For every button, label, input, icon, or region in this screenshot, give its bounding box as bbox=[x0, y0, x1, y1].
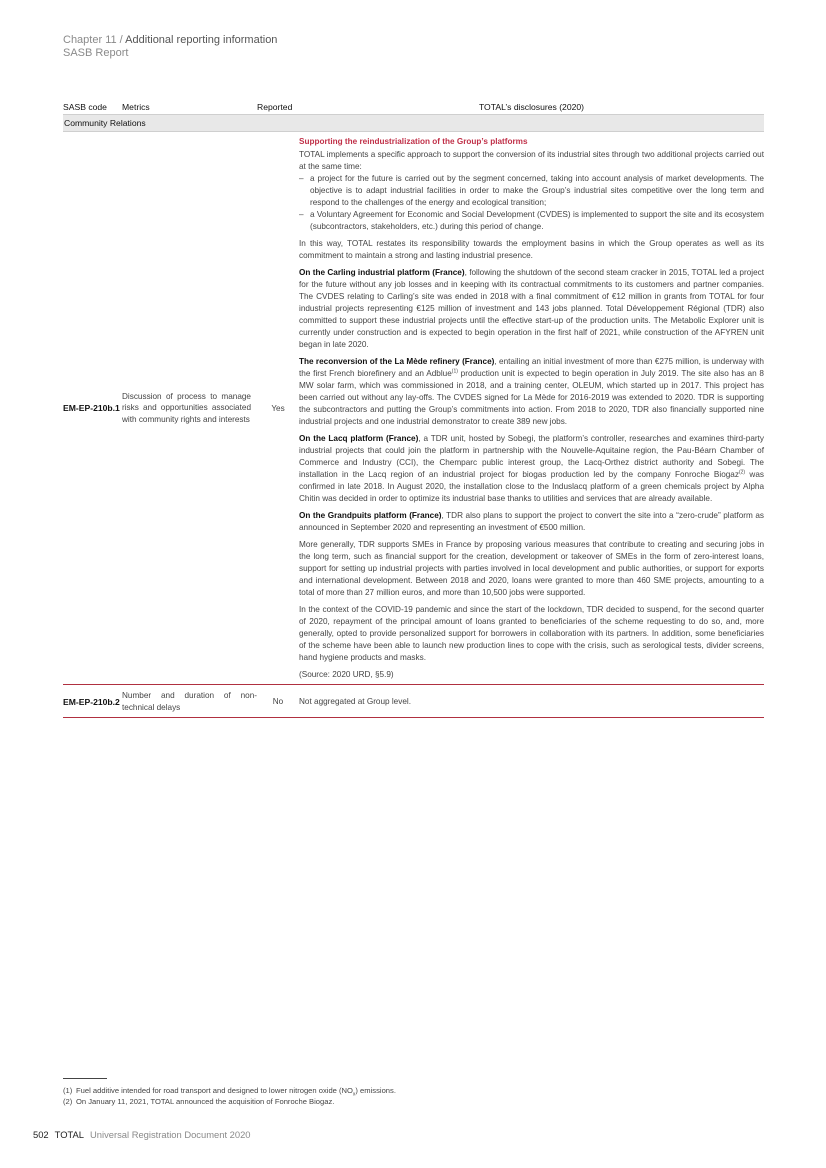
disclosure-title: Supporting the reindustrialization of the Group’s platforms bbox=[299, 137, 528, 146]
page-header bbox=[63, 34, 277, 60]
footnote-ref: (2) bbox=[738, 469, 746, 476]
lacq-text: , a TDR unit, hosted by Sobegi, the platform’s controller, researches and examines third-party industrial projects that could join the platform in partnership with the Nouvelle-Aquitaine region, the Pau-Béarn Chamber of Commerce and Industry (CCI), the Chemparc public interest group, the Lacq-Orthez district authority and Sobegi. The installation in the Lacq region of an industrial project for biogas production led by the company Fonroche Biogaz bbox=[299, 434, 764, 479]
section-header: Community Relations bbox=[63, 115, 764, 132]
grandpuits-text: , TDR also plans to support the project to convert the site into a “zero-crude” platform as announced in September 2020 and representing an investment of €500 million. bbox=[299, 511, 764, 532]
footnote-ref: (1) bbox=[451, 368, 458, 375]
grandpuits-heading: On the Grandpuits platform (France) bbox=[299, 511, 442, 520]
disclosure-bullets bbox=[299, 173, 764, 233]
carling-text: , following the shutdown of the second steam cracker in 2015, TOTAL led a project for the future without any job losses and in keeping with its contractual commitments to its customers and partner companies. The CVDES relating to Carling’s site was ended in 2018 with a final commitment of €12 million in grants from TOTAL for four industrial projects representing €125 million of investment and 143 jobs planned. Total Développement Régional (TDR) also committed to support these industrial projects until the effective start-up of the production units. The Metabolic Explorer unit is currently under construction and is expected to begin operation in the first half of 2021, while construction of the AFYREN unit began in late 2020. bbox=[299, 268, 764, 349]
row-disclosure bbox=[299, 132, 764, 684]
disclosure-paragraph-carling bbox=[299, 267, 764, 351]
table-row bbox=[63, 132, 764, 685]
mede-text-cont: production unit is expected to begin operation in July 2019. The site also has an 8 MW solar farm, which was commissioned in 2018, and a training center, OLEUM, which started up in 2017. This project has been carried out without any lay-offs. The CVDES signed for La Mède for 2016-2019 was extended to 2020. TDR is supporting the subcontractors and putting the Group’s commitments into action. From 2018 to 2020, TDR also financially supported nine industrial projects and one industrial demonstrator to create 389 new jobs. bbox=[299, 369, 764, 426]
page-number: 502 bbox=[33, 1129, 49, 1140]
column-header-metrics: Metrics bbox=[122, 101, 150, 112]
disclosure-paragraph-covid: In the context of the COVID-19 pandemic and since the start of the lockdown, TDR decided to suspend, for the second quarter of 2020, repayment of the principal amount of loans granted to beneficiaries of the scheme requesting to do so, and, more generally, opted to provide personalized support for borrowers in collaboration with its partners. In addition, some beneficiaries of the scheme have been able to launch new production lines to cope with the crisis, such as serological tests, divider screens, hand hygiene products and masks. bbox=[299, 605, 764, 662]
list-item: – a project for the future is carried out by the segment concerned, taking into account analysis of market developments. The objective is to adapt industrial facilities in order to make the Group’s industrial sites competitive over the long term and respond to the challenges of the energy and ecological transition; bbox=[299, 173, 764, 209]
row-reported: No bbox=[272, 697, 284, 706]
footnote-text: Fuel additive intended for road transport and designed to lower nitrogen oxide (NO bbox=[76, 1086, 353, 1095]
row-code: EM-EP-210b.2 bbox=[63, 696, 120, 707]
sasb-table bbox=[63, 99, 764, 718]
footnote-subscript: x bbox=[352, 1091, 356, 1098]
list-item: – a Voluntary Agreement for Economic and Social Development (CVDES) is implemented to support the site and its ecosystem (subcontractors, stakeholders, etc.) during this period of change. bbox=[299, 209, 764, 233]
page-footer bbox=[33, 1129, 251, 1140]
row-code: EM-EP-210b.1 bbox=[63, 403, 120, 413]
chapter-line bbox=[63, 34, 277, 47]
disclosure-paragraph-grandpuits bbox=[299, 510, 764, 534]
footnote-text: On January 11, 2021, TOTAL announced the acquisition of Fonroche Biogaz. bbox=[76, 1097, 335, 1106]
mede-heading: The reconversion of the La Mède refinery (France) bbox=[299, 357, 495, 366]
disclosure-paragraph-lacq bbox=[299, 433, 764, 505]
row-reported: Yes bbox=[271, 403, 285, 413]
disclosure-intro: TOTAL implements a specific approach to support the conversion of its industrial sites through two additional projects carried out at the same time: bbox=[299, 150, 764, 171]
row-metric: Number and duration of non-technical delays bbox=[122, 691, 257, 712]
footnote-2 bbox=[63, 1096, 396, 1107]
column-header-disclosures: TOTAL’s disclosures (2020) bbox=[478, 101, 585, 112]
chapter-title: Additional reporting information bbox=[125, 34, 278, 46]
footnote-number: (1) bbox=[63, 1086, 73, 1095]
document-title: Universal Registration Document 2020 bbox=[90, 1129, 251, 1140]
chapter-label: Chapter 11 bbox=[63, 34, 117, 46]
footnote-number: (2) bbox=[63, 1097, 73, 1106]
disclosure-source: (Source: 2020 URD, §5.9) bbox=[299, 670, 394, 679]
footnote-text-end: ) emissions. bbox=[355, 1086, 396, 1095]
disclosure-paragraph-mede bbox=[299, 356, 764, 428]
table-header bbox=[63, 99, 764, 115]
footnote-1 bbox=[63, 1085, 396, 1096]
brand-name: TOTAL bbox=[54, 1129, 85, 1140]
footnote-divider bbox=[63, 1078, 107, 1079]
disclosure-paragraph: In this way, TOTAL restates its responsibility towards the employment basins in which the Group operates as well as its commitment to maintain a strong and lasting industrial presence. bbox=[299, 239, 764, 260]
carling-heading: On the Carling industrial platform (France) bbox=[299, 268, 465, 277]
footnotes bbox=[63, 1078, 396, 1107]
lacq-text-cont: was confirmed in late 2018. In August 2020, the installation close to the Induslacq platform of a green chemicals project by Alpha Chitin was decided in order to optimize its industrial base thanks to utilities and services that are already available. bbox=[299, 470, 764, 503]
column-header-reported: Reported bbox=[257, 101, 293, 112]
chapter-subtitle: SASB Report bbox=[63, 47, 129, 59]
row-disclosure: Not aggregated at Group level. bbox=[299, 696, 411, 706]
chapter-separator: / bbox=[116, 34, 126, 46]
table-row bbox=[63, 685, 764, 718]
disclosure-paragraph-smes: More generally, TDR supports SMEs in France by proposing various measures that contribute to creating and securing jobs in the long term, such as financial support for the creation, development or takeover of SMEs in the form of zero-interest loans, support for setting up industrial projects with parties involved in local development and public authorities, or support for exports and international development. Between 2018 and 2020, loans were granted to more than 460 SME projects, amounting to a total of more than 27 million euros, and more than 10,500 jobs were supported. bbox=[299, 540, 764, 597]
lacq-heading: On the Lacq platform (France) bbox=[299, 434, 419, 443]
column-header-code: SASB code bbox=[63, 101, 107, 112]
mede-text: , entailing an initial investment of more than €275 million, is underway with the first French biorefinery and an Adblue bbox=[299, 357, 764, 378]
row-metric: Discussion of process to manage risks and opportunities associated with community rights and interests bbox=[122, 391, 251, 424]
